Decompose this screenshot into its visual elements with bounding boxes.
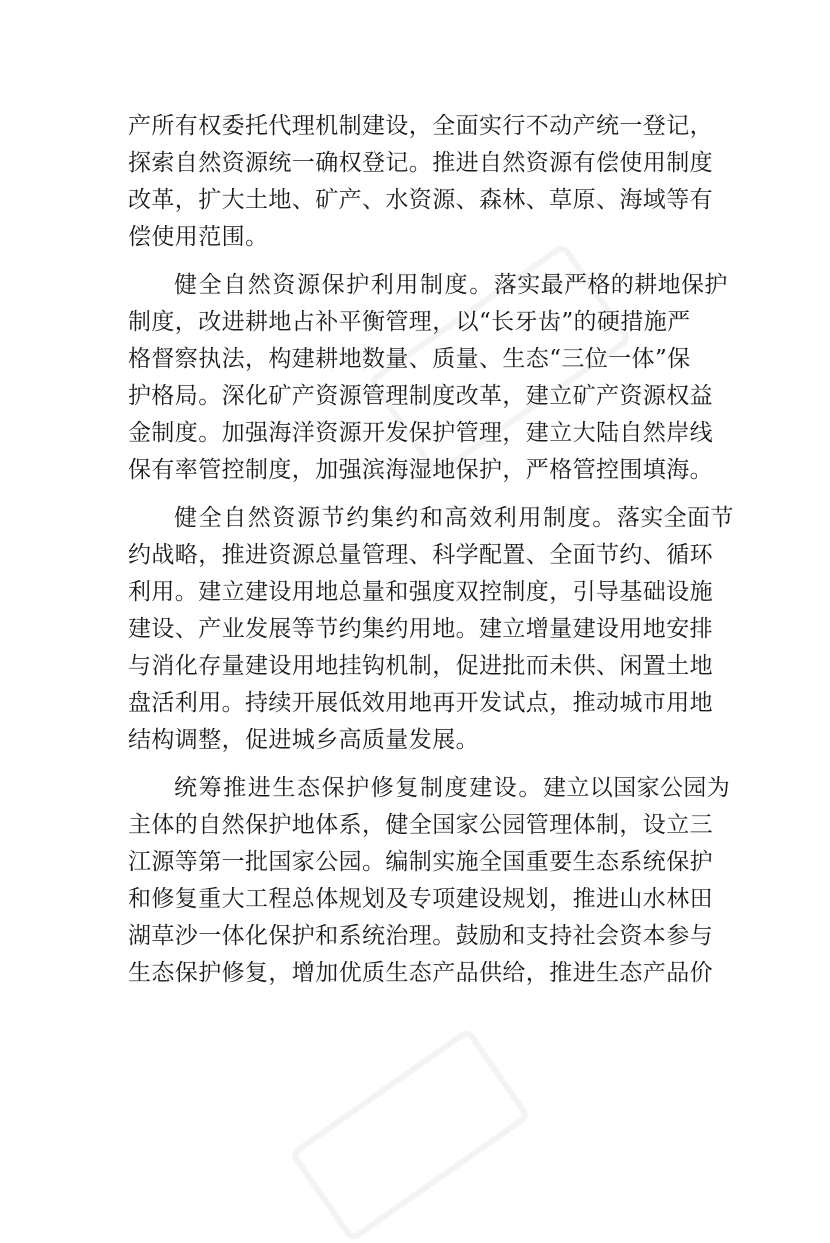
- text-line: 结构调整，促进城乡高质量发展。: [128, 727, 479, 753]
- watermark-stamp: [288, 1027, 531, 1243]
- text-line: 和修复重大工程总体规划及专项建设规划，推进山水林田: [128, 886, 713, 912]
- text-line: 湖草沙一体化保护和系统治理。鼓励和支持社会资本参与: [128, 923, 713, 949]
- text-line: 生态保护修复，增加优质生态产品供给，推进生态产品价: [128, 960, 713, 986]
- paragraph-4: [128, 770, 731, 992]
- text-run: 落实全面节: [616, 505, 734, 531]
- text-line: 江源等第一批国家公园。编制实施全国重要生态系统保护: [128, 849, 713, 875]
- text-line: 产所有权委托代理机制建设，全面实行不动产统一登记，: [128, 113, 713, 139]
- text-line: 偿使用范围。: [128, 224, 269, 250]
- text-line: 探索自然资源统一确权登记。推进自然资源有偿使用制度: [128, 150, 713, 176]
- text-line: 保有率管控制度，加强滨海湿地保护，严格管控围填海。: [128, 457, 713, 483]
- section-heading: 健全自然资源节约集约和高效利用制度。: [174, 505, 617, 531]
- text-line: [128, 770, 731, 807]
- text-line: 盘活利用。持续开展低效用地再开发试点，推动城市用地: [128, 690, 713, 716]
- paragraph-3: [128, 500, 734, 759]
- text-line: 制度，改进耕地占补平衡管理，以“长牙齿”的硬措施严: [128, 309, 691, 335]
- text-run: 建立以国家公园为: [543, 775, 731, 801]
- watermark-frame: [288, 1027, 531, 1243]
- text-line: 与消化存量建设用地挂钩机制，促进批而未供、闲置土地: [128, 653, 713, 679]
- section-heading: 统筹推进生态保护修复制度建设。: [174, 775, 543, 801]
- document-body: [128, 108, 734, 1003]
- text-line: 建设、产业发展等节约集约用地。建立增量建设用地安排: [128, 616, 713, 642]
- text-line: 利用。建立建设用地总量和强度双控制度，引导基础设施: [128, 579, 713, 605]
- text-run: 落实最严格的耕地保护: [493, 272, 728, 298]
- text-line: 护格局。深化矿产资源管理制度改革，建立矿产资源权益: [128, 383, 713, 409]
- text-line: 改革，扩大土地、矿产、水资源、森林、草原、海域等有: [128, 187, 713, 213]
- section-heading: 健全自然资源保护利用制度。: [174, 272, 494, 298]
- paragraph-2: [128, 267, 728, 489]
- text-line: 格督察执法，构建耕地数量、质量、生态“三位一体”保: [128, 346, 691, 372]
- text-line: [128, 267, 728, 304]
- text-line: 金制度。加强海洋资源开发保护管理，建立大陆自然岸线: [128, 420, 713, 446]
- text-line: 约战略，推进资源总量管理、科学配置、全面节约、循环: [128, 542, 713, 568]
- paragraph-1: [128, 108, 713, 256]
- text-line: 主体的自然保护地体系，健全国家公园管理体制，设立三: [128, 812, 713, 838]
- text-line: [128, 500, 734, 537]
